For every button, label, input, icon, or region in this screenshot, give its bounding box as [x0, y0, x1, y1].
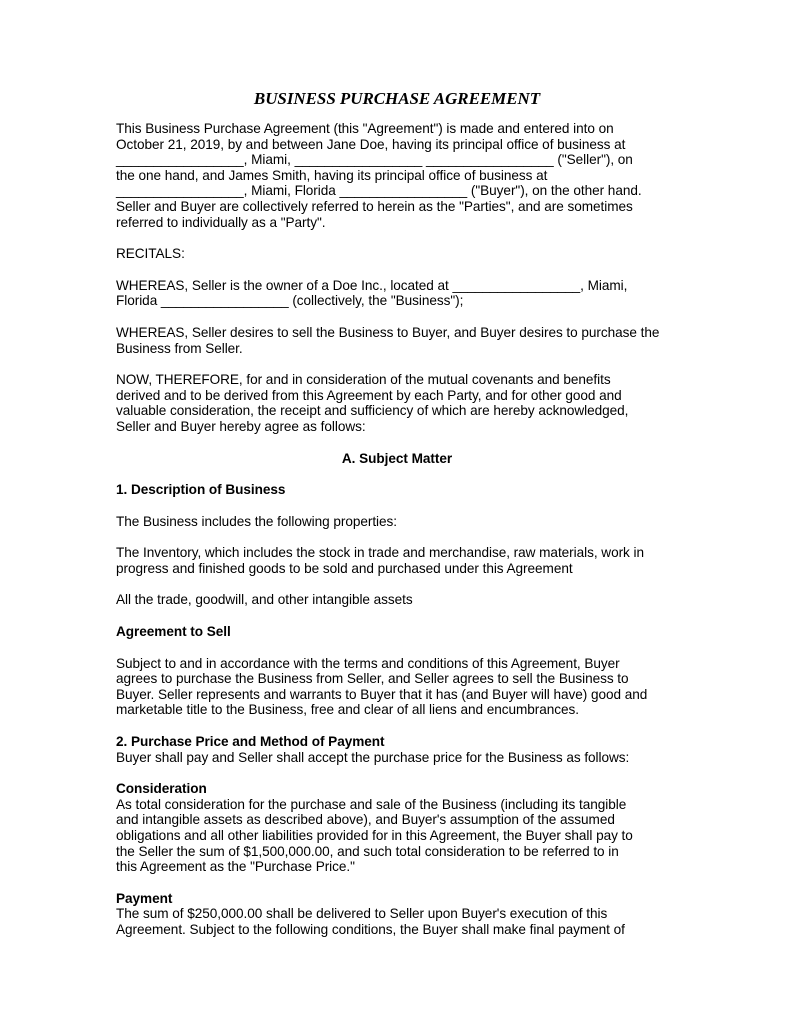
document-body — [116, 88, 678, 938]
description-heading: 1. Description of Business — [116, 482, 286, 498]
purchase-price-paragraph: Buyer shall pay and Seller shall accept the purchase price for the Business as follows: — [116, 749, 630, 765]
payment-heading: Payment — [116, 890, 173, 906]
whereas-paragraph-1 — [116, 278, 678, 309]
purchase-price-heading: 2. Purchase Price and Method of Payment — [116, 734, 385, 750]
text-line: marketable title to the Business, free and clear of all liens and encumbrances. — [116, 702, 580, 718]
text-line: Business from Seller. — [116, 340, 243, 356]
intro-paragraph — [116, 121, 678, 230]
text-line: Subject to and in accordance with the terms and conditions of this Agreement, Buyer — [116, 655, 620, 671]
text-line: WHEREAS, Seller desires to sell the Business to Buyer, and Buyer desires to purchase the — [116, 324, 660, 340]
text-line: obligations and all other liabilities provided for in this Agreement, the Buyer shall pay to — [116, 828, 633, 843]
text-line: Agreement. Subject to the following conditions, the Buyer shall make final payment of — [116, 921, 625, 937]
text-line: and intangible assets as described above), and Buyer's assumption of the assumed — [116, 812, 615, 828]
text-line: NOW, THEREFORE, for and in consideration of the mutual covenants and benefits — [116, 372, 611, 388]
text-line: WHEREAS, Seller is the owner of a Doe Inc., located at _________________, Miami, — [116, 277, 628, 293]
text-line: referred to individually as a "Party". — [116, 214, 326, 230]
text-line: October 21, 2019, by and between Jane Doe, having its principal office of business at — [116, 136, 626, 152]
text-line: derived and to be derived from this Agreement by each Party, and for other good and — [116, 387, 622, 403]
agreement-to-sell-paragraph — [116, 656, 678, 718]
section-a-heading: A. Subject Matter — [341, 450, 453, 466]
text-line: valuable consideration, the receipt and sufficiency of which are hereby acknowledged, — [116, 403, 629, 419]
text-line: the one hand, and James Smith, having its principal office of business at — [116, 167, 548, 183]
text-line: Seller and Buyer are collectively referred to herein as the "Parties", and are sometimes — [116, 198, 633, 214]
recitals-label: RECITALS: — [116, 246, 185, 262]
whereas-paragraph-2 — [116, 325, 678, 356]
text-line: The sum of $250,000.00 shall be delivered to Seller upon Buyer's execution of this — [116, 906, 608, 922]
text-line: Buyer. Seller represents and warrants to Buyer that it has (and Buyer will have) good and — [116, 686, 648, 702]
consideration-paragraph — [116, 797, 678, 875]
business-includes-paragraph: The Business includes the following properties: — [116, 513, 398, 529]
text-line: This Business Purchase Agreement (this "Agreement") is made and entered into on — [116, 121, 614, 136]
now-therefore-paragraph — [116, 372, 678, 434]
text-line: agrees to purchase the Business from Seller, and Seller agrees to sell the Business to — [116, 671, 629, 687]
text-line: this Agreement as the "Purchase Price." — [116, 859, 355, 875]
agreement-to-sell-heading: Agreement to Sell — [116, 624, 231, 640]
text-line: Florida _________________ (collectively, the "Business"); — [116, 293, 464, 309]
consideration-heading: Consideration — [116, 781, 207, 797]
text-line: _________________, Miami, _________________ _________________ ("Seller"), on — [116, 152, 633, 168]
text-line: As total consideration for the purchase and sale of the Business (including its tangible — [116, 796, 627, 812]
text-line: Seller and Buyer hereby agree as follows: — [116, 418, 366, 434]
text-line: The Inventory, which includes the stock in trade and merchandise, raw materials, work in — [116, 545, 645, 561]
payment-paragraph — [116, 906, 678, 937]
text-line: _________________, Miami, Florida _________________ ("Buyer"), on the other hand. — [116, 183, 642, 199]
intangibles-paragraph: All the trade, goodwill, and other intangible assets — [116, 592, 413, 608]
text-line: progress and finished goods to be sold and purchased under this Agreement — [116, 560, 573, 576]
inventory-paragraph — [116, 545, 678, 576]
document-title: BUSINESS PURCHASE AGREEMENT — [253, 89, 541, 108]
text-line: the Seller the sum of $1,500,000.00, and such total consideration to be referred to in — [116, 843, 619, 859]
